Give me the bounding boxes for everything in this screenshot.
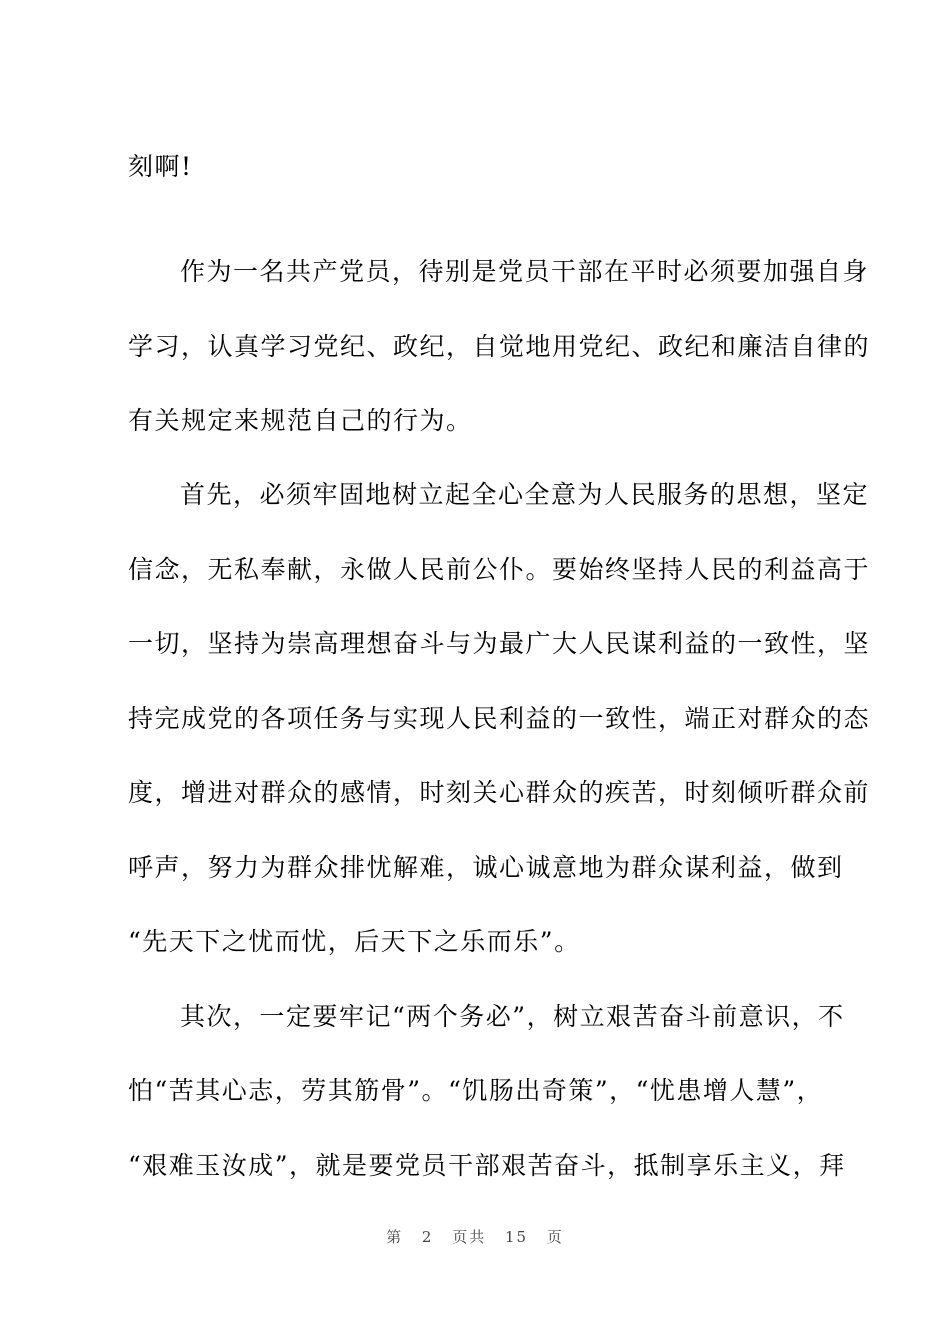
text-line: 持完成党的各项任务与实现人民利益的一致性，端正对群众的态: [128, 704, 871, 733]
text-line: 呼声，努力为群众排忧解难，诚心诚意地为群众谋利益，做到: [128, 853, 844, 882]
footer-label-page: 第: [386, 1228, 404, 1246]
text-line: 一切，坚持为崇高理想奋斗与为最广大人民谋利益的一致性，坚: [128, 629, 871, 658]
footer-label-end: 页: [546, 1228, 564, 1246]
text-line: 学习，认真学习党纪、政纪，自觉地用党纪、政纪和廉洁自律的: [128, 332, 871, 361]
text-line: 度，增进对群众的感情，时刻关心群众的疾苦，时刻倾听群众前: [128, 778, 871, 807]
paragraph-start-line: 其次，一定要牢记“两个务必”，树立艰苦奋斗前意识，不: [180, 1002, 845, 1031]
text-line: 怕“苦其心志，劳其筋骨”。“饥肠出奇策”，“忧患增人慧”，: [128, 1076, 824, 1105]
text-line: 信念，无私奉献，永做人民前公仆。要始终坚持人民的利益高于: [128, 555, 871, 584]
footer-total-pages: 15: [505, 1228, 529, 1246]
paragraph-start-line: 作为一名共产党员，待别是党员干部在平时必须要加强自身: [180, 257, 870, 286]
footer-current-page: 2: [421, 1228, 434, 1246]
text-line: 有关规定来规范自己的行为。: [128, 406, 473, 435]
page-footer: [0, 1226, 950, 1247]
text-line: “先天下之忧而忧，后天下之乐而乐”。: [128, 927, 581, 956]
paragraph-start-line: 首先，必须牢固地树立起全心全意为人民服务的思想，坚定: [180, 480, 870, 509]
text-line: 刻啊!: [128, 152, 193, 181]
footer-label-of: 页共: [452, 1228, 487, 1246]
text-line: “艰难玉汝成”，就是要党员干部艰苦奋斗，抵制享乐主义，拜: [128, 1151, 846, 1180]
